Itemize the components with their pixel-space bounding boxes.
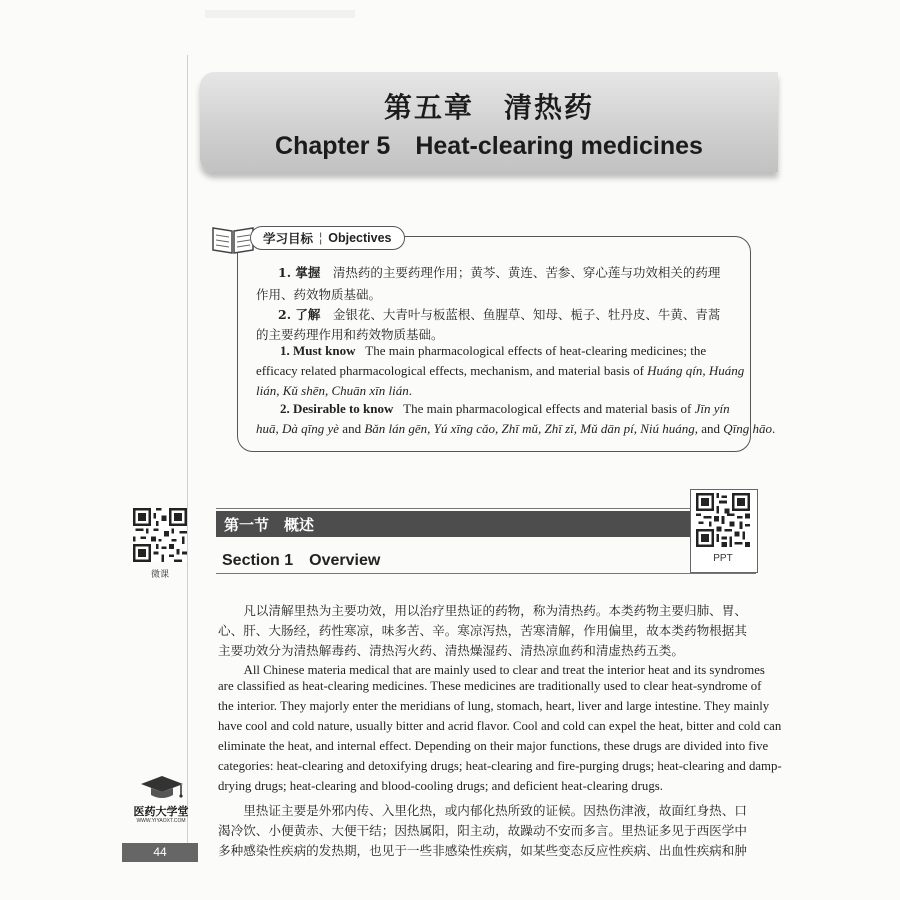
objectives-tab-en: Objectives <box>328 231 392 245</box>
objective-en-head: 1. Must know <box>280 343 356 358</box>
tab-separator: ¦ <box>319 231 323 245</box>
herb-name: Huáng qín, Huáng <box>647 363 745 378</box>
body-line: have cool and cold nature, usually bitter and acrid flavor. Cool and cold can expel the heat, bitter and cold can <box>218 719 782 733</box>
ppt-qr-label: PPT <box>713 553 733 564</box>
body-line: eliminate the heat, and internal effect. Depending on their major functions, these drugs are divided into five <box>218 739 769 753</box>
herb-name: Bǎn lán gēn, Yú xīng cǎo, Zhī mǔ, Zhī zǐ, Mǔ dān pí, Niú huáng, <box>364 421 698 436</box>
body-line: 里热证主要是外邪内传、入里化热，或内郁化热所致的证候。因热伤津液，故面红身热、口 <box>218 803 747 818</box>
objective-text: 作用、药效物质基础。 <box>256 287 382 302</box>
objective-en-text: The main pharmacological effects and material basis of <box>403 401 692 416</box>
herb-name: huā, Dà qīng yè <box>256 421 340 436</box>
body-line: drying drugs; heat-clearing and blood-cooling drugs; and deficient heat-clearing drugs. <box>218 779 663 793</box>
body-line: 凡以清解里热为主要功效，用以治疗里热证的药物，称为清热药。本类药物主要归肺、胃、 <box>218 603 747 618</box>
publisher-logo-text: 医药大学堂 <box>133 805 189 818</box>
section-bar <box>216 511 691 537</box>
herb-name: Qīng hāo <box>723 421 773 436</box>
body-line: 心、肝、大肠经，药性寒凉，味多苦、辛。寒凉泻热，苦寒清解，作用偏里，故本类药物根据其 <box>218 623 747 638</box>
conjunction: and <box>701 421 721 436</box>
objective-line <box>256 285 381 303</box>
margin-rule <box>187 55 188 855</box>
body-line: 渴冷饮、小便黄赤、大便干结；因热属阳，阳主动，故躁动不安而多言。里热证多见于西医学中 <box>218 823 747 838</box>
conjunction: and <box>342 421 362 436</box>
objective-en-line <box>280 401 730 417</box>
objective-en-text: efficacy related pharmacological effects, mechanism, and material basis of <box>256 363 644 378</box>
objective-en-text: The main pharmacological effects of heat-clearing medicines; the <box>365 343 707 358</box>
objective-line <box>278 305 720 323</box>
chapter-title-en: Chapter 5 Heat-clearing medicines <box>275 132 703 160</box>
objectives-tab-cn: 学习目标 <box>263 232 314 246</box>
objective-text: 清热药的主要药理作用；黄芩、黄连、苦参、穿心莲与功效相关的药理 <box>332 265 721 280</box>
punctuation: . <box>772 421 776 436</box>
publisher-url: WWW.YIYAOXT.COM <box>136 818 186 824</box>
section-rule-bottom <box>216 573 756 574</box>
objective-head: 2. 了解 <box>278 307 321 322</box>
graduation-cap-icon <box>133 773 191 803</box>
herb-name: lián, Kǔ shēn, Chuān xīn lián <box>256 383 409 398</box>
objectives-tab <box>250 226 405 250</box>
objective-text: 的主要药理作用和药效物质基础。 <box>256 327 444 342</box>
section-title-cn: 第一节 概述 <box>224 516 315 534</box>
body-line: All Chinese materia medical that are mainly used to clear and treat the interior heat and its syndromes <box>218 663 765 677</box>
section-rule-top <box>216 508 691 509</box>
micro-lecture-qr-code-icon[interactable] <box>133 508 187 562</box>
ppt-qr-code-icon[interactable] <box>696 493 750 547</box>
chapter-banner <box>200 72 778 172</box>
body-line: the interior. They majorly enter the meridians of lung, stomach, heart, liver and large intestine. They mainly <box>218 699 770 713</box>
body-line: categories: heat-clearing and detoxifying drugs; heat-clearing and fire-purging drugs; heat-clearing and damp- <box>218 759 782 773</box>
objective-head: 1. 掌握 <box>278 265 321 280</box>
objective-en-line <box>280 343 706 359</box>
punctuation: . <box>408 383 412 398</box>
body-line: 主要功效分为清热解毒药、清热泻火药、清热燥湿药、清热凉血药和清虚热药五类。 <box>218 643 684 658</box>
objective-en-head: 2. Desirable to know <box>280 401 394 416</box>
objective-en-line <box>256 421 775 437</box>
body-line: are classified as heat-clearing medicines. These medicines are traditionally used to clear heat-syndrome of <box>218 679 762 693</box>
faint-header-bleed <box>205 10 355 18</box>
objective-en-line <box>256 383 412 399</box>
herb-name: Jīn yín <box>694 401 730 416</box>
objective-en-line <box>256 363 744 379</box>
objective-line <box>278 263 720 281</box>
objective-line <box>256 325 444 343</box>
micro-lecture-qr-label: 微课 <box>150 570 169 580</box>
objective-text: 金银花、大青叶与板蓝根、鱼腥草、知母、栀子、牡丹皮、牛黄、青蒿 <box>332 307 721 322</box>
body-line: 多种感染性疾病的发热期，也见于一些非感染性疾病，如某些变态反应性疾病、出血性疾病和肿 <box>218 843 747 858</box>
section-title-en: Section 1 Overview <box>222 552 381 569</box>
chapter-title-cn: 第五章 清热药 <box>383 91 594 124</box>
page-number: 44 <box>153 845 167 859</box>
